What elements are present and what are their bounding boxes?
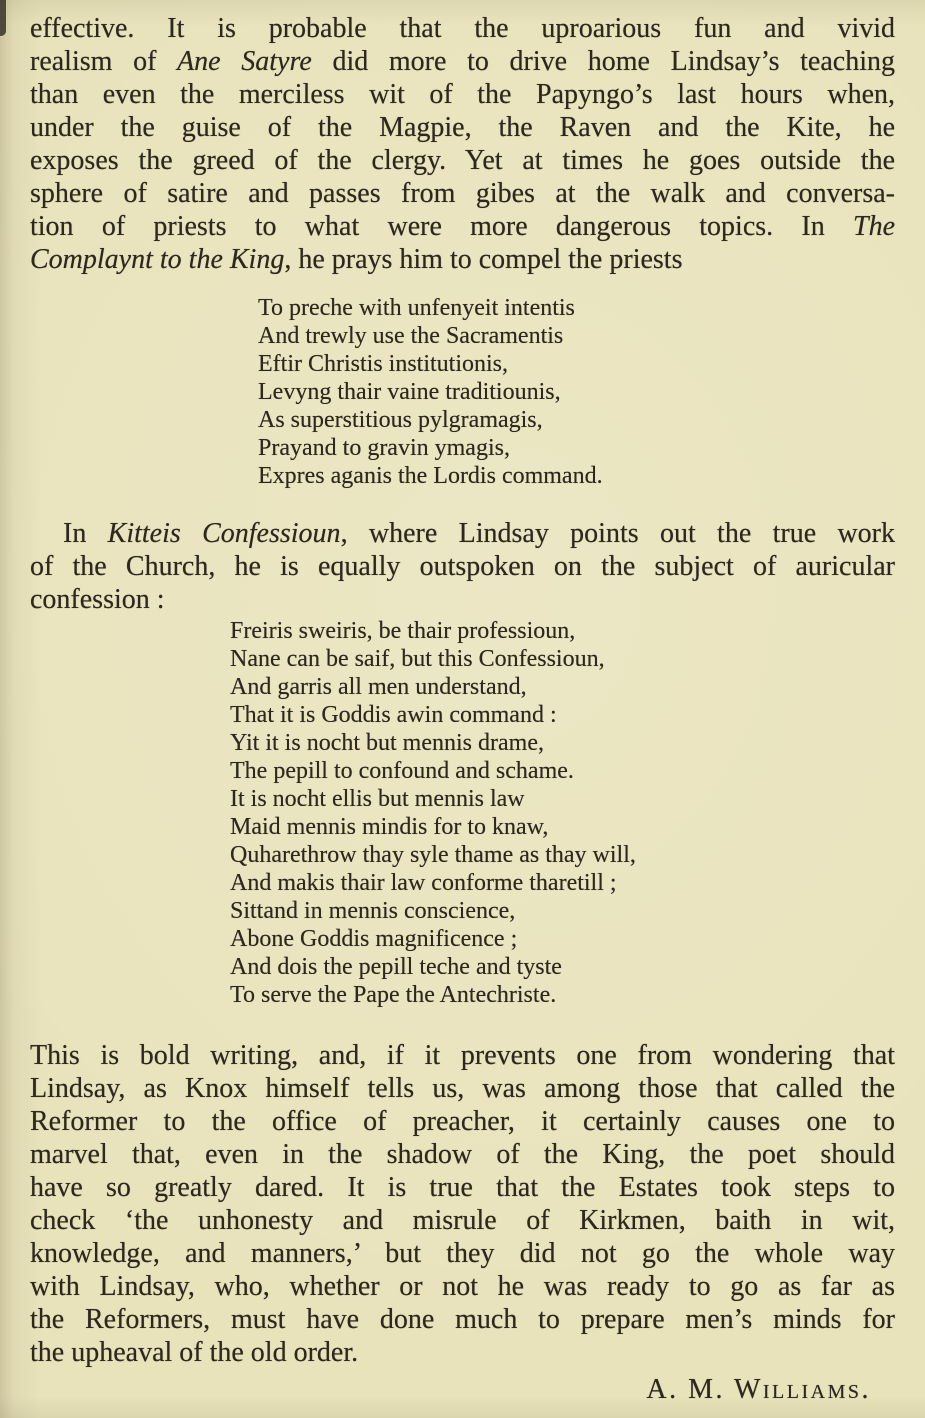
body-text: did more to drive home Lindsay’s teaching [311, 46, 895, 77]
body-text: , he prays him to compel the priests [284, 244, 683, 275]
verse-line: Nane can be saif, but this Confessioun, [230, 646, 605, 672]
text-line [30, 111, 895, 144]
body-text: knowledge, and manners,’ but they did not go the whole way [30, 1238, 895, 1269]
italic-title-text: The [853, 211, 895, 242]
text-line [30, 1270, 895, 1303]
body-text: Reformer to the office of preacher, it certainly causes one to [30, 1106, 895, 1137]
text-line [30, 1105, 895, 1138]
text-line [30, 12, 895, 45]
verse-line: Levyng thair vaine traditiounis, [258, 379, 561, 405]
italic-title-text: Ane Satyre [177, 46, 312, 77]
verse-line: And dois the pepill teche and tyste [230, 954, 562, 980]
body-text: tion of priests to what were more dangerous topics. In [30, 211, 853, 242]
verse-line: As superstitious pylgramagis, [258, 407, 543, 433]
paragraph-kitteis-confessioun [30, 517, 895, 616]
verse-line: It is nocht ellis but mennis law [230, 786, 525, 812]
verse-line: Eftir Christis institutionis, [258, 351, 509, 377]
text-line [30, 1303, 895, 1336]
verse-line: To preche with unfenyeit intentis [258, 295, 575, 321]
body-text: of the Church, he is equally outspoken on the subject of auricular [30, 551, 895, 582]
text-line [30, 1072, 895, 1105]
text-line [30, 1336, 895, 1369]
page-text-column [30, 12, 895, 1407]
verse-line: That it is Goddis awin command : [230, 702, 557, 728]
text-line [30, 45, 895, 78]
body-text: than even the merciless wit of the Papyngo’s last hours when, [30, 79, 895, 110]
text-line [30, 1171, 895, 1204]
text-line [30, 1204, 895, 1237]
text-line [30, 210, 895, 243]
verse-line: And trewly use the Sacramentis [258, 323, 564, 349]
text-line [30, 243, 895, 276]
scan-edge-artifact [0, 0, 6, 36]
text-blocks [30, 12, 895, 1369]
verse-line: And makis thair law conforme tharetill ; [230, 870, 617, 896]
verse-line: Expres aganis the Lordis command. [258, 463, 603, 489]
verse-line: Quharethrow thay syle thame as thay will, [230, 842, 636, 868]
body-text: exposes the greed of the clergy. Yet at times he goes outside the [30, 145, 895, 176]
verse-line: To serve the Pape the Antechriste. [230, 982, 557, 1008]
body-text: the Reformers, must have done much to prepare men’s minds for [30, 1304, 895, 1335]
text-line [30, 78, 895, 111]
paragraph-closing [30, 1039, 895, 1369]
body-text: check ‘the unhonesty and misrule of Kirkmen, baith in wit, [30, 1205, 895, 1236]
body-text: Lindsay, as Knox himself tells us, was among those that called the [30, 1073, 895, 1104]
body-text: In [63, 518, 108, 549]
body-text: with Lindsay, who, whether or not he was ready to go as far as [30, 1271, 895, 1302]
body-text: realism of [30, 46, 178, 77]
verse-kitteis-quote [30, 617, 895, 1009]
text-line [30, 1039, 895, 1072]
italic-title-text: Kitteis Confessioun [107, 518, 341, 549]
text-line [30, 517, 895, 550]
body-text: have so greatly dared. It is true that the Estates took steps to [30, 1172, 895, 1203]
verse-line: Abone Goddis magnificence ; [230, 926, 518, 952]
verse-complaynt-quote [30, 294, 895, 490]
verse-line: Freiris sweiris, be thair professioun, [230, 618, 576, 644]
text-line [30, 144, 895, 177]
body-text: , where Lindsay points out the true work [340, 518, 895, 549]
verse-line: The pepill to confound and schame. [230, 758, 574, 784]
text-line [30, 1138, 895, 1171]
paragraph-continuation [30, 12, 895, 276]
text-line [30, 550, 895, 583]
verse-line: Maid mennis mindis for to knaw, [230, 814, 549, 840]
text-line [30, 1237, 895, 1270]
body-text: sphere of satire and passes from gibes at the walk and conversa- [30, 178, 895, 209]
body-text: This is bold writing, and, if it prevents one from wondering that [30, 1040, 895, 1071]
body-text: confession : [30, 584, 165, 615]
author-signature: A. M. Williams. [646, 1374, 871, 1405]
text-line [30, 177, 895, 210]
body-text: under the guise of the Magpie, the Raven and the Kite, he [30, 112, 895, 143]
body-text: effective. It is probable that the uproarious fun and vivid [30, 13, 895, 44]
verse-line: And garris all men understand, [230, 674, 527, 700]
verse-line: Prayand to gravin ymagis, [258, 435, 510, 461]
verse-line: Sittand in mennis conscience, [230, 898, 516, 924]
body-text: the upheaval of the old order. [30, 1337, 359, 1368]
verse-line: Yit it is nocht but mennis drame, [230, 730, 544, 756]
italic-title-text: Complaynt to the King [30, 244, 285, 275]
text-line [30, 583, 895, 616]
body-text: marvel that, even in the shadow of the King, the poet should [30, 1139, 895, 1170]
